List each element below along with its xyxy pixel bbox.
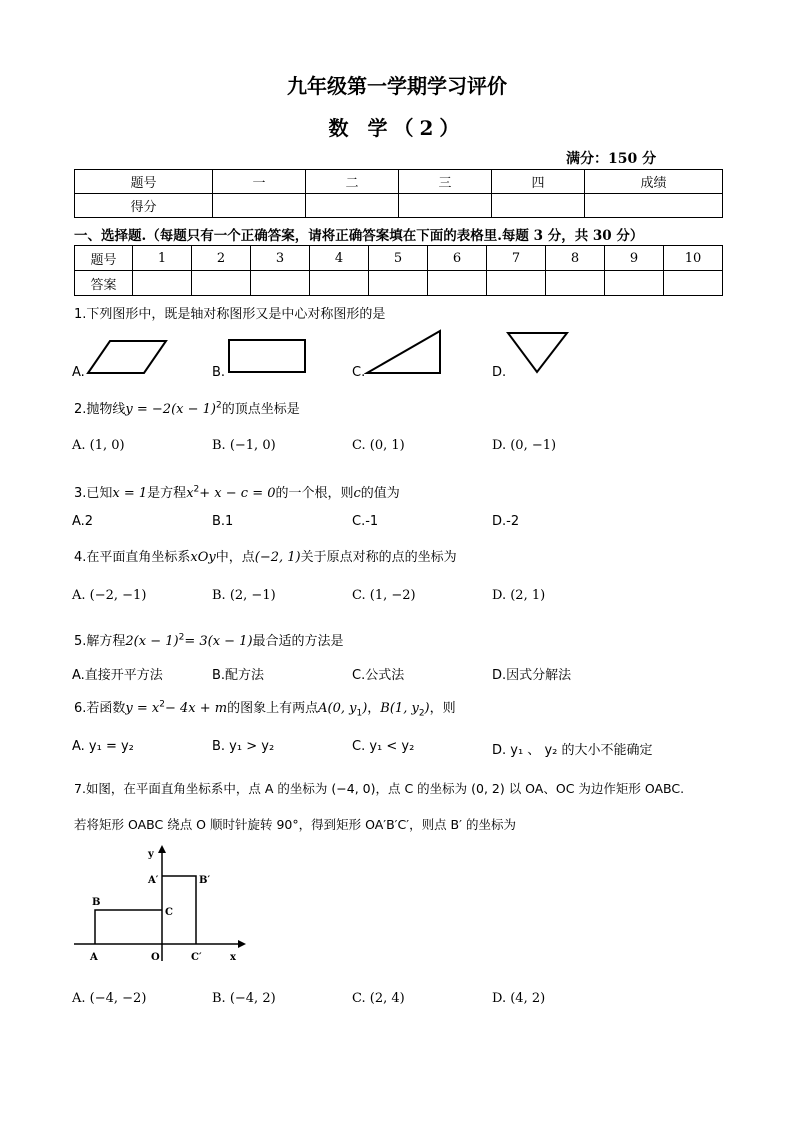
score-header: 成绩 (585, 170, 723, 194)
answer-number: 10 (664, 246, 723, 271)
figure-label-c: C (165, 907, 173, 918)
option-label: B. (212, 365, 226, 380)
page-subtitle: 数 学（2） (328, 116, 466, 140)
question-3-stem: 3.已知x = 1是方程$x^2+ x - c = 0$的一个根，则c的值为 (74, 484, 400, 501)
q7-option-c[interactable]: C. (2, 4) (352, 991, 405, 1006)
answer-number: 7 (487, 246, 546, 271)
q7-option-b[interactable]: B. (−4, 2) (212, 991, 276, 1006)
q1-option-a[interactable] (72, 365, 85, 380)
answer-number: 1 (133, 246, 192, 271)
score-cell[interactable] (306, 194, 399, 218)
answer-number: 8 (546, 246, 605, 271)
score-header: 二 (306, 170, 399, 194)
answer-number: 4 (310, 246, 369, 271)
answer-cell[interactable] (546, 271, 605, 296)
figure-label-c-prime: C′ (191, 952, 202, 963)
q3-option-b[interactable]: B.1 (212, 514, 234, 529)
score-row-label: 得分 (75, 194, 213, 218)
q5-option-a[interactable]: A.直接开平方法 (72, 668, 163, 683)
section-heading: 一、选择题.（每题只有一个正确答案，请将正确答案填在下面的表格里.每题 3 分，共 30 分） (74, 228, 644, 244)
page-title: 九年级第一学期学习评价 (287, 74, 507, 98)
score-cell[interactable] (213, 194, 306, 218)
score-header: 题号 (75, 170, 213, 194)
q2-option-b[interactable]: B. (−1, 0) (212, 438, 276, 453)
option-label: A. (72, 365, 85, 380)
answer-cell[interactable] (428, 271, 487, 296)
answer-cell[interactable] (369, 271, 428, 296)
q2-option-a[interactable]: A. (1, 0) (72, 438, 125, 453)
figure-label-o: O (151, 952, 160, 963)
q2-option-c[interactable]: C. (0, 1) (352, 438, 405, 453)
parallelogram-shape (86, 338, 170, 376)
figure-label-a-prime: A′ (148, 875, 159, 886)
right-triangle-shape (364, 328, 446, 378)
answer-cell[interactable] (605, 271, 664, 296)
answer-cell[interactable] (251, 271, 310, 296)
score-header: 一 (213, 170, 306, 194)
option-label: D. (492, 365, 507, 380)
question-1-stem: 1.下列图形中，既是轴对称图形又是中心对称图形的是 (74, 307, 386, 322)
full-score: 满分：150 分 (566, 151, 657, 167)
answer-number: 5 (369, 246, 428, 271)
q4-option-b[interactable]: B. (2, −1) (212, 588, 276, 603)
q3-option-c[interactable]: C.-1 (352, 514, 379, 529)
q5-option-b[interactable]: B.配方法 (212, 668, 265, 683)
q6-option-c[interactable]: C. y₁ < y₂ (352, 739, 415, 754)
answer-cell[interactable] (487, 271, 546, 296)
answer-number: 9 (605, 246, 664, 271)
q4-option-a[interactable]: A. (−2, −1) (72, 588, 147, 603)
question-4-stem: 4.在平面直角坐标系xOy中，点(−2, 1)关于原点对称的点的坐标为 (74, 550, 457, 565)
question-6-stem: 6.若函数$y = x^2- 4x + m$的图象上有两点A(0, $y_1$)，B(1, $y_2$)，则 (74, 699, 456, 719)
q7-option-d[interactable]: D. (4, 2) (492, 991, 546, 1006)
q7-option-a[interactable]: A. (−4, −2) (72, 991, 147, 1006)
q3-option-a[interactable]: A.2 (72, 514, 94, 529)
answer-label: 题号 (75, 246, 133, 271)
score-cell[interactable] (492, 194, 585, 218)
rectangle-rotation-figure (70, 843, 250, 965)
answer-cell[interactable] (133, 271, 192, 296)
rectangle-shape (226, 337, 310, 377)
answer-cell[interactable] (310, 271, 369, 296)
q5-option-d[interactable]: D.因式分解法 (492, 668, 572, 683)
question-2-stem: 2.抛物线$y = -2(x - 1)^2$的顶点坐标是 (74, 400, 300, 417)
question-7-line-1: 7.如图，在平面直角坐标系中，点 A 的坐标为 (−4, 0)，点 C 的坐标为 (0, 2) 以 OA、OC 为边作矩形 OABC. (74, 781, 685, 796)
answer-number: 3 (251, 246, 310, 271)
answer-cell[interactable] (664, 271, 723, 296)
figure-label-x: x (230, 952, 236, 963)
figure-label-b: B (92, 897, 101, 908)
answer-number: 2 (192, 246, 251, 271)
score-cell[interactable] (399, 194, 492, 218)
figure-label-a: A (90, 952, 98, 963)
q3-option-d[interactable]: D.-2 (492, 514, 520, 529)
q1-option-b[interactable] (212, 365, 225, 380)
inverted-triangle-shape (505, 330, 571, 376)
score-header: 三 (399, 170, 492, 194)
question-7-line-2: 若将矩形 OABC 绕点 O 顺时针旋转 90°，得到矩形 OA′B′C′，则点 B′ 的坐标为 (74, 817, 516, 832)
score-cell[interactable] (585, 194, 723, 218)
question-5-stem: 5.解方程$2(x - 1)^2= 3(x - 1)$最合适的方法是 (74, 632, 344, 649)
figure-label-y: y (148, 849, 154, 860)
q4-option-c[interactable]: C. (1, −2) (352, 588, 416, 603)
answer-cell[interactable] (192, 271, 251, 296)
q6-option-a[interactable]: A. y₁ = y₂ (72, 739, 134, 754)
q4-option-d[interactable]: D. (2, 1) (492, 588, 546, 603)
answer-label: 答案 (75, 271, 133, 296)
q5-option-c[interactable]: C.公式法 (352, 668, 405, 683)
option-label: C. (352, 365, 366, 380)
answer-number: 6 (428, 246, 487, 271)
answer-table (74, 245, 723, 296)
score-header: 四 (492, 170, 585, 194)
score-table (74, 169, 723, 218)
q6-option-b[interactable]: B. y₁ > y₂ (212, 739, 275, 754)
q2-option-d[interactable]: D. (0, −1) (492, 438, 557, 453)
q6-option-d[interactable]: D. y₁ 、 y₂ 的大小不能确定 (492, 743, 653, 758)
figure-label-b-prime: B′ (199, 875, 211, 886)
